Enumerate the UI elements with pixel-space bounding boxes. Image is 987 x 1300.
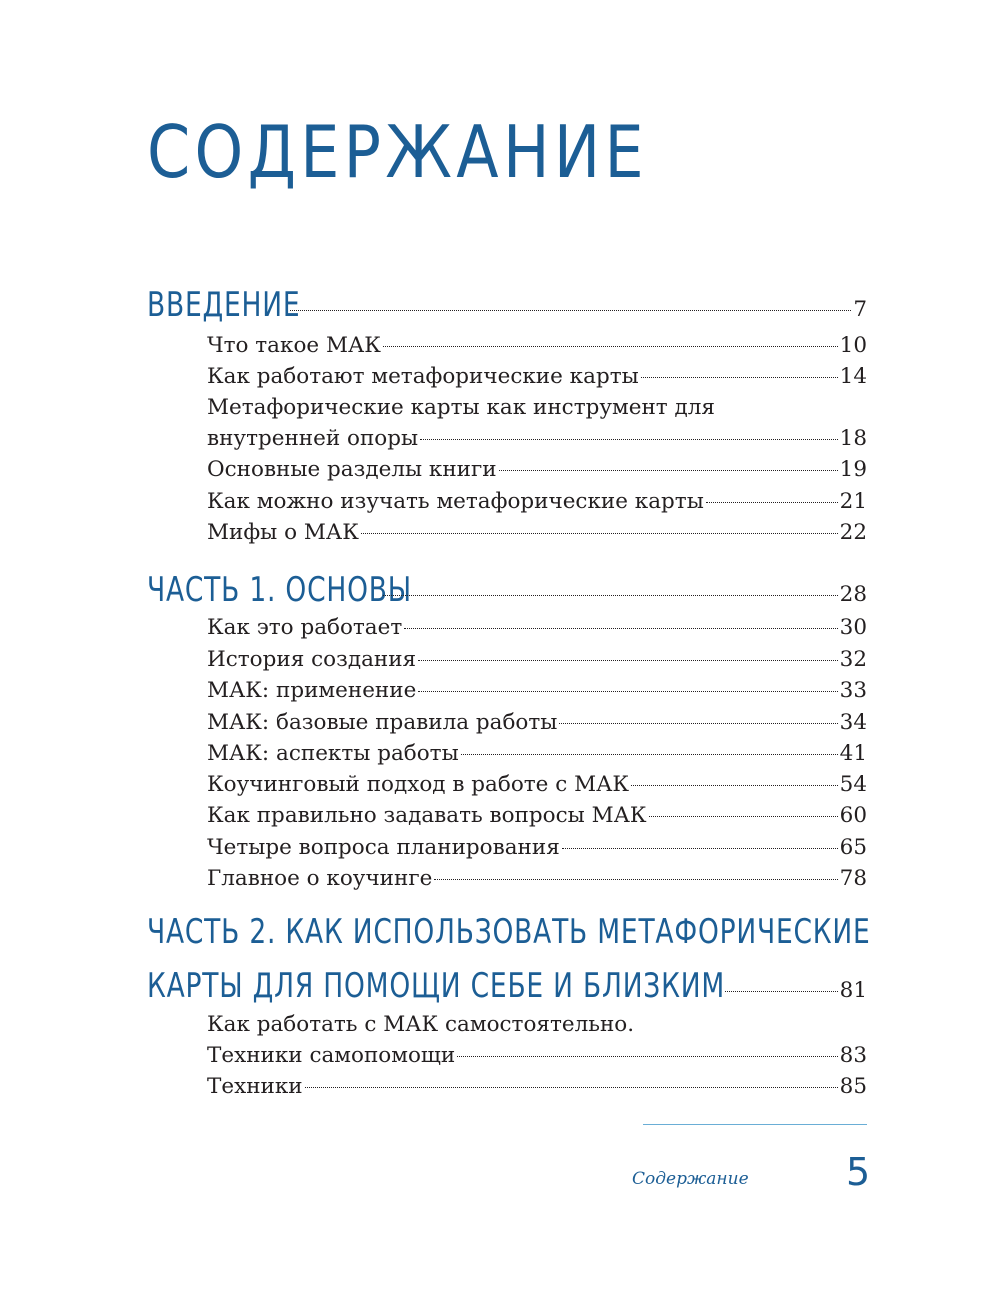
section-heading: КАРТЫ ДЛЯ ПОМОЩИ СЕБЕ И БЛИЗКИМ — [147, 966, 725, 1006]
entry-label: Главное о коучинге — [207, 866, 433, 891]
dot-leader — [559, 723, 837, 724]
entry-label: МАК: применение — [207, 678, 417, 703]
dot-leader — [725, 991, 838, 992]
dot-leader — [383, 346, 838, 347]
page-number: 10 — [839, 333, 867, 358]
toc-entry[interactable] — [207, 803, 867, 828]
dot-leader — [404, 628, 837, 629]
page-number: 54 — [839, 772, 867, 797]
toc-section-part2[interactable] — [147, 966, 867, 1006]
entry-label: Мифы о МАК — [207, 520, 359, 545]
toc-entry[interactable] — [207, 772, 867, 797]
dot-leader — [290, 310, 851, 311]
toc-entry[interactable] — [207, 678, 867, 703]
page-number: 18 — [839, 426, 867, 451]
dot-leader — [361, 533, 838, 534]
entry-label: МАК: базовые правила работы — [207, 710, 558, 735]
toc-entry-line1[interactable] — [207, 1012, 867, 1037]
entry-label: МАК: аспекты работы — [207, 741, 459, 766]
page-number: 19 — [839, 457, 867, 482]
dot-leader — [418, 691, 837, 692]
page-number: 7 — [853, 297, 867, 322]
dot-leader — [499, 470, 838, 471]
page-number: 41 — [839, 741, 867, 766]
page-number: 22 — [839, 520, 867, 545]
entry-label: Основные разделы книги — [207, 457, 497, 482]
folio-page-number: 5 — [846, 1150, 871, 1194]
toc-section-part2-line1[interactable] — [147, 912, 871, 952]
entry-label: История создания — [207, 647, 417, 672]
toc-entry-line1[interactable] — [207, 395, 867, 420]
page-number: 21 — [839, 489, 867, 514]
dot-leader — [383, 595, 838, 596]
dot-leader — [706, 502, 838, 503]
entry-label-line1: Метафорические карты как инструмент для — [207, 395, 715, 420]
page-number: 33 — [839, 678, 867, 703]
section-heading: ЧАСТЬ 1. ОСНОВЫ — [147, 570, 412, 610]
entry-label: Четыре вопроса планирования — [207, 835, 560, 860]
dot-leader — [434, 879, 837, 880]
dot-leader — [562, 848, 838, 849]
entry-label: Как работают метафорические карты — [207, 364, 639, 389]
page-number: 81 — [839, 978, 867, 1003]
toc-entry[interactable] — [207, 866, 867, 891]
page-number: 14 — [839, 364, 867, 389]
dot-leader — [641, 377, 838, 378]
entry-label: Коучинговый подход в работе с МАК — [207, 772, 630, 797]
dot-leader — [631, 785, 838, 786]
toc-entry[interactable] — [207, 520, 867, 545]
page-number: 85 — [839, 1074, 867, 1099]
toc-entry[interactable] — [207, 333, 867, 358]
entry-label: Как можно изучать метафорические карты — [207, 489, 704, 514]
toc-section-part1[interactable] — [147, 570, 867, 610]
page-number: 28 — [839, 582, 867, 607]
toc-entry[interactable] — [207, 647, 867, 672]
entry-label: Как правильно задавать вопросы МАК — [207, 803, 647, 828]
toc-entry[interactable] — [207, 1074, 867, 1099]
dot-leader — [649, 816, 838, 817]
toc-entry[interactable] — [207, 364, 867, 389]
page-number: 83 — [839, 1043, 867, 1068]
footer-divider — [643, 1124, 867, 1125]
page-number: 34 — [839, 710, 867, 735]
page-number: 65 — [839, 835, 867, 860]
entry-label: Как это работает — [207, 615, 403, 640]
dot-leader — [457, 1056, 837, 1057]
toc-entry[interactable] — [207, 457, 867, 482]
toc-entry[interactable] — [207, 615, 867, 640]
page-number: 30 — [839, 615, 867, 640]
entry-label: внутренней опоры — [207, 426, 419, 451]
dot-leader — [420, 439, 838, 440]
page-number: 60 — [839, 803, 867, 828]
section-heading: ВВЕДЕНИЕ — [147, 285, 301, 325]
section-heading-line1: ЧАСТЬ 2. КАК ИСПОЛЬЗОВАТЬ МЕТАФОРИЧЕСКИЕ — [147, 912, 871, 952]
running-footer: Содержание — [632, 1169, 749, 1189]
entry-label: Техники — [207, 1074, 303, 1099]
page-number: 78 — [839, 866, 867, 891]
toc-entry[interactable] — [207, 741, 867, 766]
toc-entry[interactable] — [207, 489, 867, 514]
dot-leader — [418, 660, 838, 661]
toc-entry[interactable] — [207, 426, 867, 451]
toc-entry[interactable] — [207, 1043, 867, 1068]
entry-label: Что такое МАК — [207, 333, 381, 358]
dot-leader — [461, 754, 838, 755]
dot-leader — [305, 1087, 838, 1088]
entry-label-line1: Как работать с МАК самостоятельно. — [207, 1012, 635, 1037]
page-number: 32 — [839, 647, 867, 672]
toc-section-intro[interactable] — [147, 285, 867, 325]
toc-entry[interactable] — [207, 835, 867, 860]
toc-entry[interactable] — [207, 710, 867, 735]
entry-label: Техники самопомощи — [207, 1043, 456, 1068]
page-title: СОДЕРЖАНИЕ — [147, 110, 648, 194]
